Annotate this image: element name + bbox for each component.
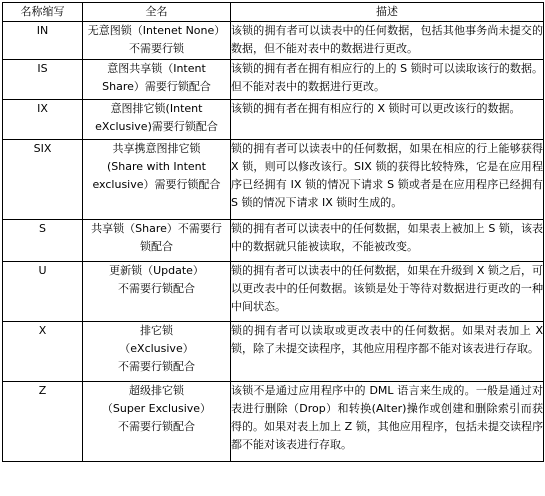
table-row [3, 140, 544, 220]
name-line: 超级排它锁 [129, 384, 184, 397]
name-line: 无意图锁（Intenet None） [87, 24, 226, 37]
desc-cell: 该锁的拥有者在拥有相应行的上的 S 锁时可以读取该行的数据。但不能对表中的数据进行更改。 [231, 60, 544, 100]
name-cell [83, 382, 231, 462]
header-abbr: 名称缩写 [3, 3, 83, 22]
name-cell [83, 262, 231, 322]
abbr-cell: U [3, 262, 83, 322]
name-line: exclusive）需要行锁配合 [92, 178, 221, 191]
abbr-cell: Z [3, 382, 83, 462]
table-header [3, 3, 544, 22]
abbr-cell: IS [3, 60, 83, 100]
abbr-cell: SIX [3, 140, 83, 220]
name-line: 共享携意图排它锁 [112, 142, 201, 155]
name-line: (Share with Intent [107, 160, 206, 173]
abbr-cell: IN [3, 22, 83, 60]
desc-cell: 该锁的拥有者在拥有相应行的 X 锁时可以更改该行的数据。 [231, 100, 544, 140]
desc-cell: 锁的拥有者可以读取或更改表中的任何数据。如果对表加上 X 锁，除了未提交读程序，其他应用程序都不能对该表进行存取。 [231, 322, 544, 382]
name-line: 意图排它锁(Intent [110, 102, 203, 115]
name-line: 锁配合 [140, 240, 173, 253]
name-cell [83, 22, 231, 60]
abbr-cell: X [3, 322, 83, 382]
header-name: 全名 [83, 3, 231, 22]
table-row [3, 100, 544, 140]
abbr-cell: IX [3, 100, 83, 140]
name-line: 共享锁（Share）不需要行 [91, 222, 222, 235]
name-line: 不需要行锁配合 [118, 420, 195, 433]
table-row [3, 22, 544, 60]
name-line: 排它锁 [140, 324, 173, 337]
name-cell [83, 100, 231, 140]
name-line: Share）需要行锁配合 [102, 80, 211, 93]
name-cell [83, 322, 231, 382]
table-row [3, 220, 544, 262]
header-row [3, 3, 544, 22]
name-line: 更新锁（Update） [109, 264, 204, 277]
desc-cell: 锁的拥有者可以读表中的任何数据，如果在升级到 X 锁之后，可以更改表中的任何数据。该锁是处于等待对数据进行更改的一种中间状态。 [231, 262, 544, 322]
desc-cell: 锁的拥有者可以读表中的任何数据，如果在相应的行上能够获得 X 锁，则可以修改该行。SIX 锁的获得比较特殊，它是在应用程序已经拥有 IX 锁的情况下请求 S 锁或者是在应用程序已经拥有 S 锁的情况下请求 IX 锁时生成的。 [231, 140, 544, 220]
abbr-cell: S [3, 220, 83, 262]
table-row [3, 262, 544, 322]
desc-cell: 该锁的拥有者可以读表中的任何数据，包括其他事务尚未提交的数据，但不能对表中的数据进行更改。 [231, 22, 544, 60]
desc-cell: 锁的拥有者可以读表中的任何数据，如果表上被加上 S 锁，该表中的数据就只能被读取，不能被改变。 [231, 220, 544, 262]
header-desc: 描述 [231, 3, 544, 22]
name-line: 意图共享锁（Intent [107, 62, 206, 75]
table-row [3, 382, 544, 462]
name-line: （eXclusive） [119, 342, 194, 355]
name-line: 不需要行锁配合 [118, 360, 195, 373]
table-row [3, 322, 544, 382]
desc-cell: 该锁不是通过应用程序中的 DML 语言来生成的。一般是通过对表进行删除（Drop）和转换(Alter)操作或创建和删除索引而获得的。如果对表上加上 Z 锁，其他应用程序，包括未提交读程序都不能对该表进行存取。 [231, 382, 544, 462]
table-row [3, 60, 544, 100]
table-body [3, 22, 544, 462]
name-line: （Super Exclusive） [101, 402, 212, 415]
name-cell [83, 60, 231, 100]
name-line: 不需要行锁配合 [118, 282, 195, 295]
name-cell [83, 220, 231, 262]
name-line: eXclusive)需要行锁配合 [95, 120, 218, 133]
name-cell [83, 140, 231, 220]
name-line: 不需要行锁 [129, 42, 184, 55]
lock-mode-table [2, 2, 544, 462]
